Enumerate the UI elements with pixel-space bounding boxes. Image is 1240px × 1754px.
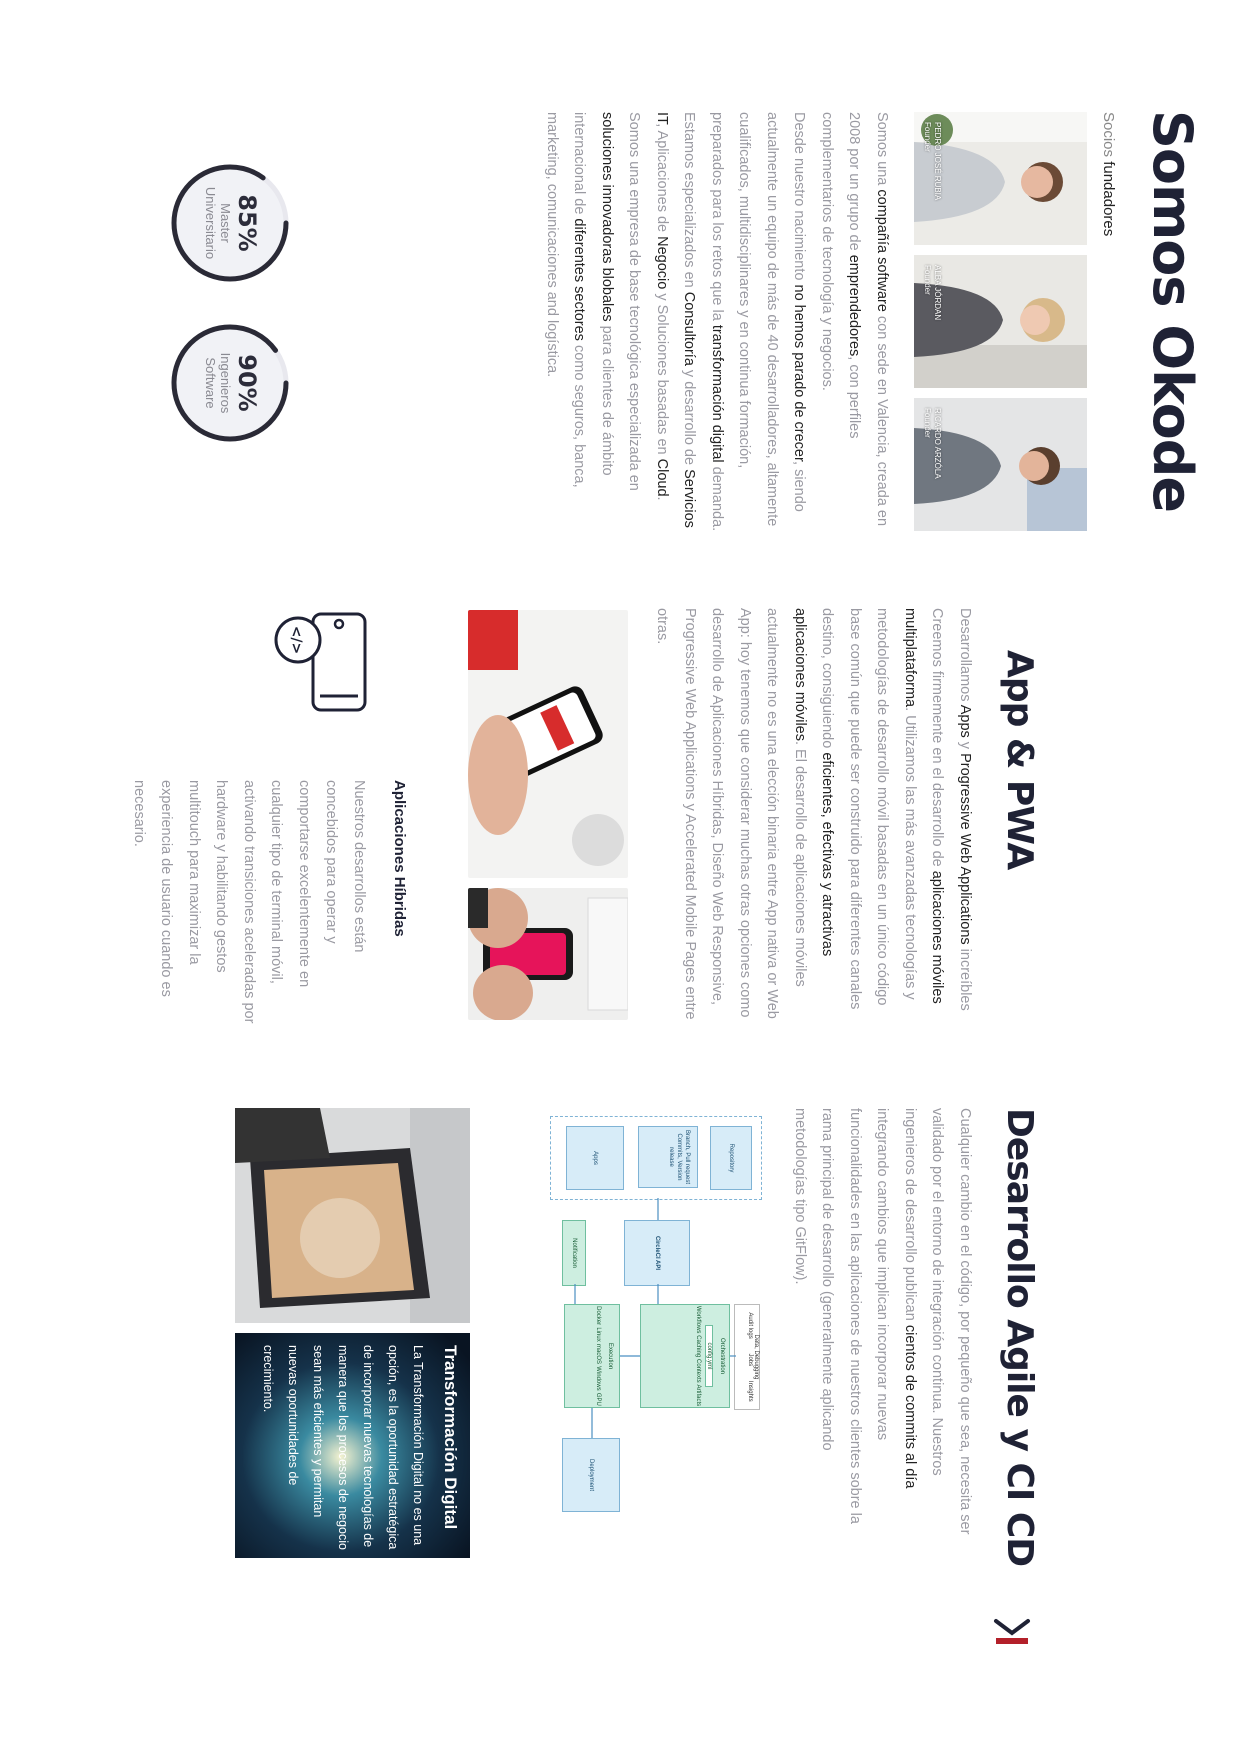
digital-title: Transformación Digital	[441, 1345, 460, 1530]
ring-engineers-value: 90%	[233, 354, 261, 412]
phone-photo-2-illustration	[468, 888, 628, 1020]
founder-3-name: RICARDO ARZÓLA	[933, 408, 942, 479]
hybrid-icon	[270, 610, 370, 720]
code-brackets-text: </>	[288, 625, 304, 655]
data-insights: Insights	[747, 1380, 753, 1402]
founder-3-role: Founder	[923, 408, 932, 438]
founder-photo-1	[914, 112, 1087, 245]
app-pwa-text-block	[648, 608, 978, 1028]
founders-subtitle	[1100, 112, 1117, 236]
phone-photo-1-illustration	[468, 610, 628, 878]
laptop-photo-illustration	[235, 1108, 470, 1323]
phone-photo-2	[468, 888, 628, 1020]
app-paragraph-1: Desarrollamos Apps y Progressive Web Applications increíbles	[957, 608, 973, 1011]
apps-box: Apps	[566, 1126, 624, 1190]
somos-paragraph-3: Estamos especializados en Consultoría y desarrollo de Servicios IT, Aplicaciones de Negocio y Soluciones basadas en Cloud. Somos una empresa de base tecnológica especializada en soluciones innovadoras blobales para clientes de ámbito internacional de diferentes sectores como seguros, banca, marketing, comunicaciones and logística.	[544, 112, 698, 528]
diagram-connectors	[542, 1108, 770, 1538]
row-artifacts: Artifacts	[695, 1384, 701, 1407]
exec-linux: Linux	[595, 1327, 601, 1342]
hybrid-title: Aplicaciones Híbridas	[391, 780, 408, 937]
ci-diagram	[542, 1108, 770, 1538]
row-workflows: Workflows	[695, 1305, 701, 1334]
ring-engineers-line1: Ingenieros	[218, 352, 233, 414]
data-label: Data, Debugging	[753, 1334, 759, 1380]
orchestration-label: Orchestration	[719, 1337, 725, 1374]
founder-3-caption	[922, 408, 942, 479]
ring-engineers-line2: Software	[203, 357, 218, 409]
agile-paragraph: Cualquier cambio en el código, por pequeño que sea, necesita ser validado por el entorno de integración continua. Nuestros ingenieros de desarrollo publican cientos de commits al día integrando cambios que implican incorporar nuevas funcionalidades en las aplicaciones de nuestros clientes sobre la rama principal de desarrollo (generalmente aplicando metodologías tipo GitFlow).	[792, 1108, 973, 1535]
somos-text-block	[538, 112, 896, 542]
ring-master-label	[203, 158, 261, 288]
laptop-photo	[235, 1108, 470, 1323]
exec-macos: macOS	[595, 1343, 601, 1364]
app-pwa-title: App & PWA	[999, 650, 1040, 870]
hybrid-text: Nuestros desarrollos están concebidos para operar y comportarse excelentemente en cualquier tipo de terminal móvil, activando transiciones aceleradas por hardware y habilitando gestos multitouch para maximizar la experiencia de usuario cuando es necesario.	[131, 780, 367, 1024]
repository-box: Repository	[710, 1126, 752, 1190]
row-caching: Caching	[695, 1335, 701, 1358]
exec-windows: Windows	[595, 1366, 601, 1391]
row-contexts: Contexts	[695, 1358, 701, 1383]
somos-paragraph-1: Somos una compañía software con sede en Valencia, creada en 2008 por un grupo de emprendedores, con perfiles complementarios de tecnología y negocios.	[819, 112, 890, 527]
founder-2-role: Founder	[923, 265, 932, 295]
app-paragraph-2: Creemos firmemente en el desarrollo de aplicaciones móviles multiplataforma. Utilizamos las más avanzadas tecnologías y metodologías de desarrollo móvil basadas en un único código base común que puede ser construido para diferentes canales destino, consiguiendo eficientes, efectivas y atractivas aplicaciones móviles. El desarrollo de aplicaciones móviles actualmente no es una elección binaria entre App nativa or Web App: hoy tenemos que considerar muchas otras opciones como desarrollo de Aplicaciones Híbridas, Diseño Web Responsive, Progressive Web Applications y Accelerated Mobile Pages entre otras.	[654, 608, 946, 1020]
somos-paragraph-2: Desde nuestro nacimiento no hemos parado de crecer, siendo actualmente un equipo de más de 40 desarrolladores, altamente cualificados, multidisciplinares y en continua formación, preparados para los retos que la transformación digital demanda.	[709, 112, 808, 532]
subtitle-prefix: Socios	[1100, 112, 1117, 158]
somos-okode-title: Somos Okode	[1141, 110, 1204, 513]
digital-card	[235, 1333, 470, 1558]
founder-photo-2	[914, 255, 1087, 388]
data-jobs: Jobs	[747, 1353, 753, 1367]
exec-docker: Docker	[595, 1306, 601, 1326]
data-audit-logs: Audit logs	[747, 1312, 753, 1339]
branch-box: Branch, Pull request Commits, Version release	[638, 1126, 698, 1188]
brand-logo	[992, 1618, 1032, 1648]
stat-ring-engineers	[165, 318, 295, 448]
founder-1-name: PEDRO JOSÉ RUBIA	[933, 122, 942, 201]
ring-master-line1: Master	[218, 203, 233, 243]
subtitle-bold: fundadores	[1100, 161, 1117, 237]
founder-2-caption	[922, 265, 942, 320]
agile-title: Desarrollo Agile y CI CD	[999, 1108, 1040, 1567]
digital-text: La Transformación Digital no es una opción, es la oportunidad estratégica de incorporar nuevas tecnologías de manera que los procesos de negocio sean más eficientes y permitan nuevas oportunidades de crecimiento.	[261, 1345, 425, 1550]
config-file-label: config.yml	[705, 1325, 713, 1387]
ring-master-line2: Universitario	[203, 186, 218, 260]
execution-label: Execution	[607, 1342, 613, 1370]
founder-1-role: Founder	[923, 122, 932, 152]
stat-ring-master	[165, 158, 295, 288]
exec-gpu: GPU	[595, 1392, 601, 1406]
okode-logo-icon	[992, 1618, 1032, 1648]
mobile-code-icon	[270, 610, 370, 720]
ring-engineers-label	[203, 318, 261, 448]
deployment-box: Deployment	[562, 1438, 620, 1512]
ring-master-value: 85%	[233, 194, 261, 252]
agile-text-block	[786, 1108, 979, 1538]
api-box: CircleCI API	[624, 1220, 690, 1286]
notification-box: Notification	[562, 1220, 586, 1286]
founder-1-caption	[922, 122, 942, 200]
founder-2-name: ALBA JÓRDAN	[933, 265, 942, 321]
phone-photo-1	[468, 610, 628, 878]
founder-photo-3	[914, 398, 1087, 531]
